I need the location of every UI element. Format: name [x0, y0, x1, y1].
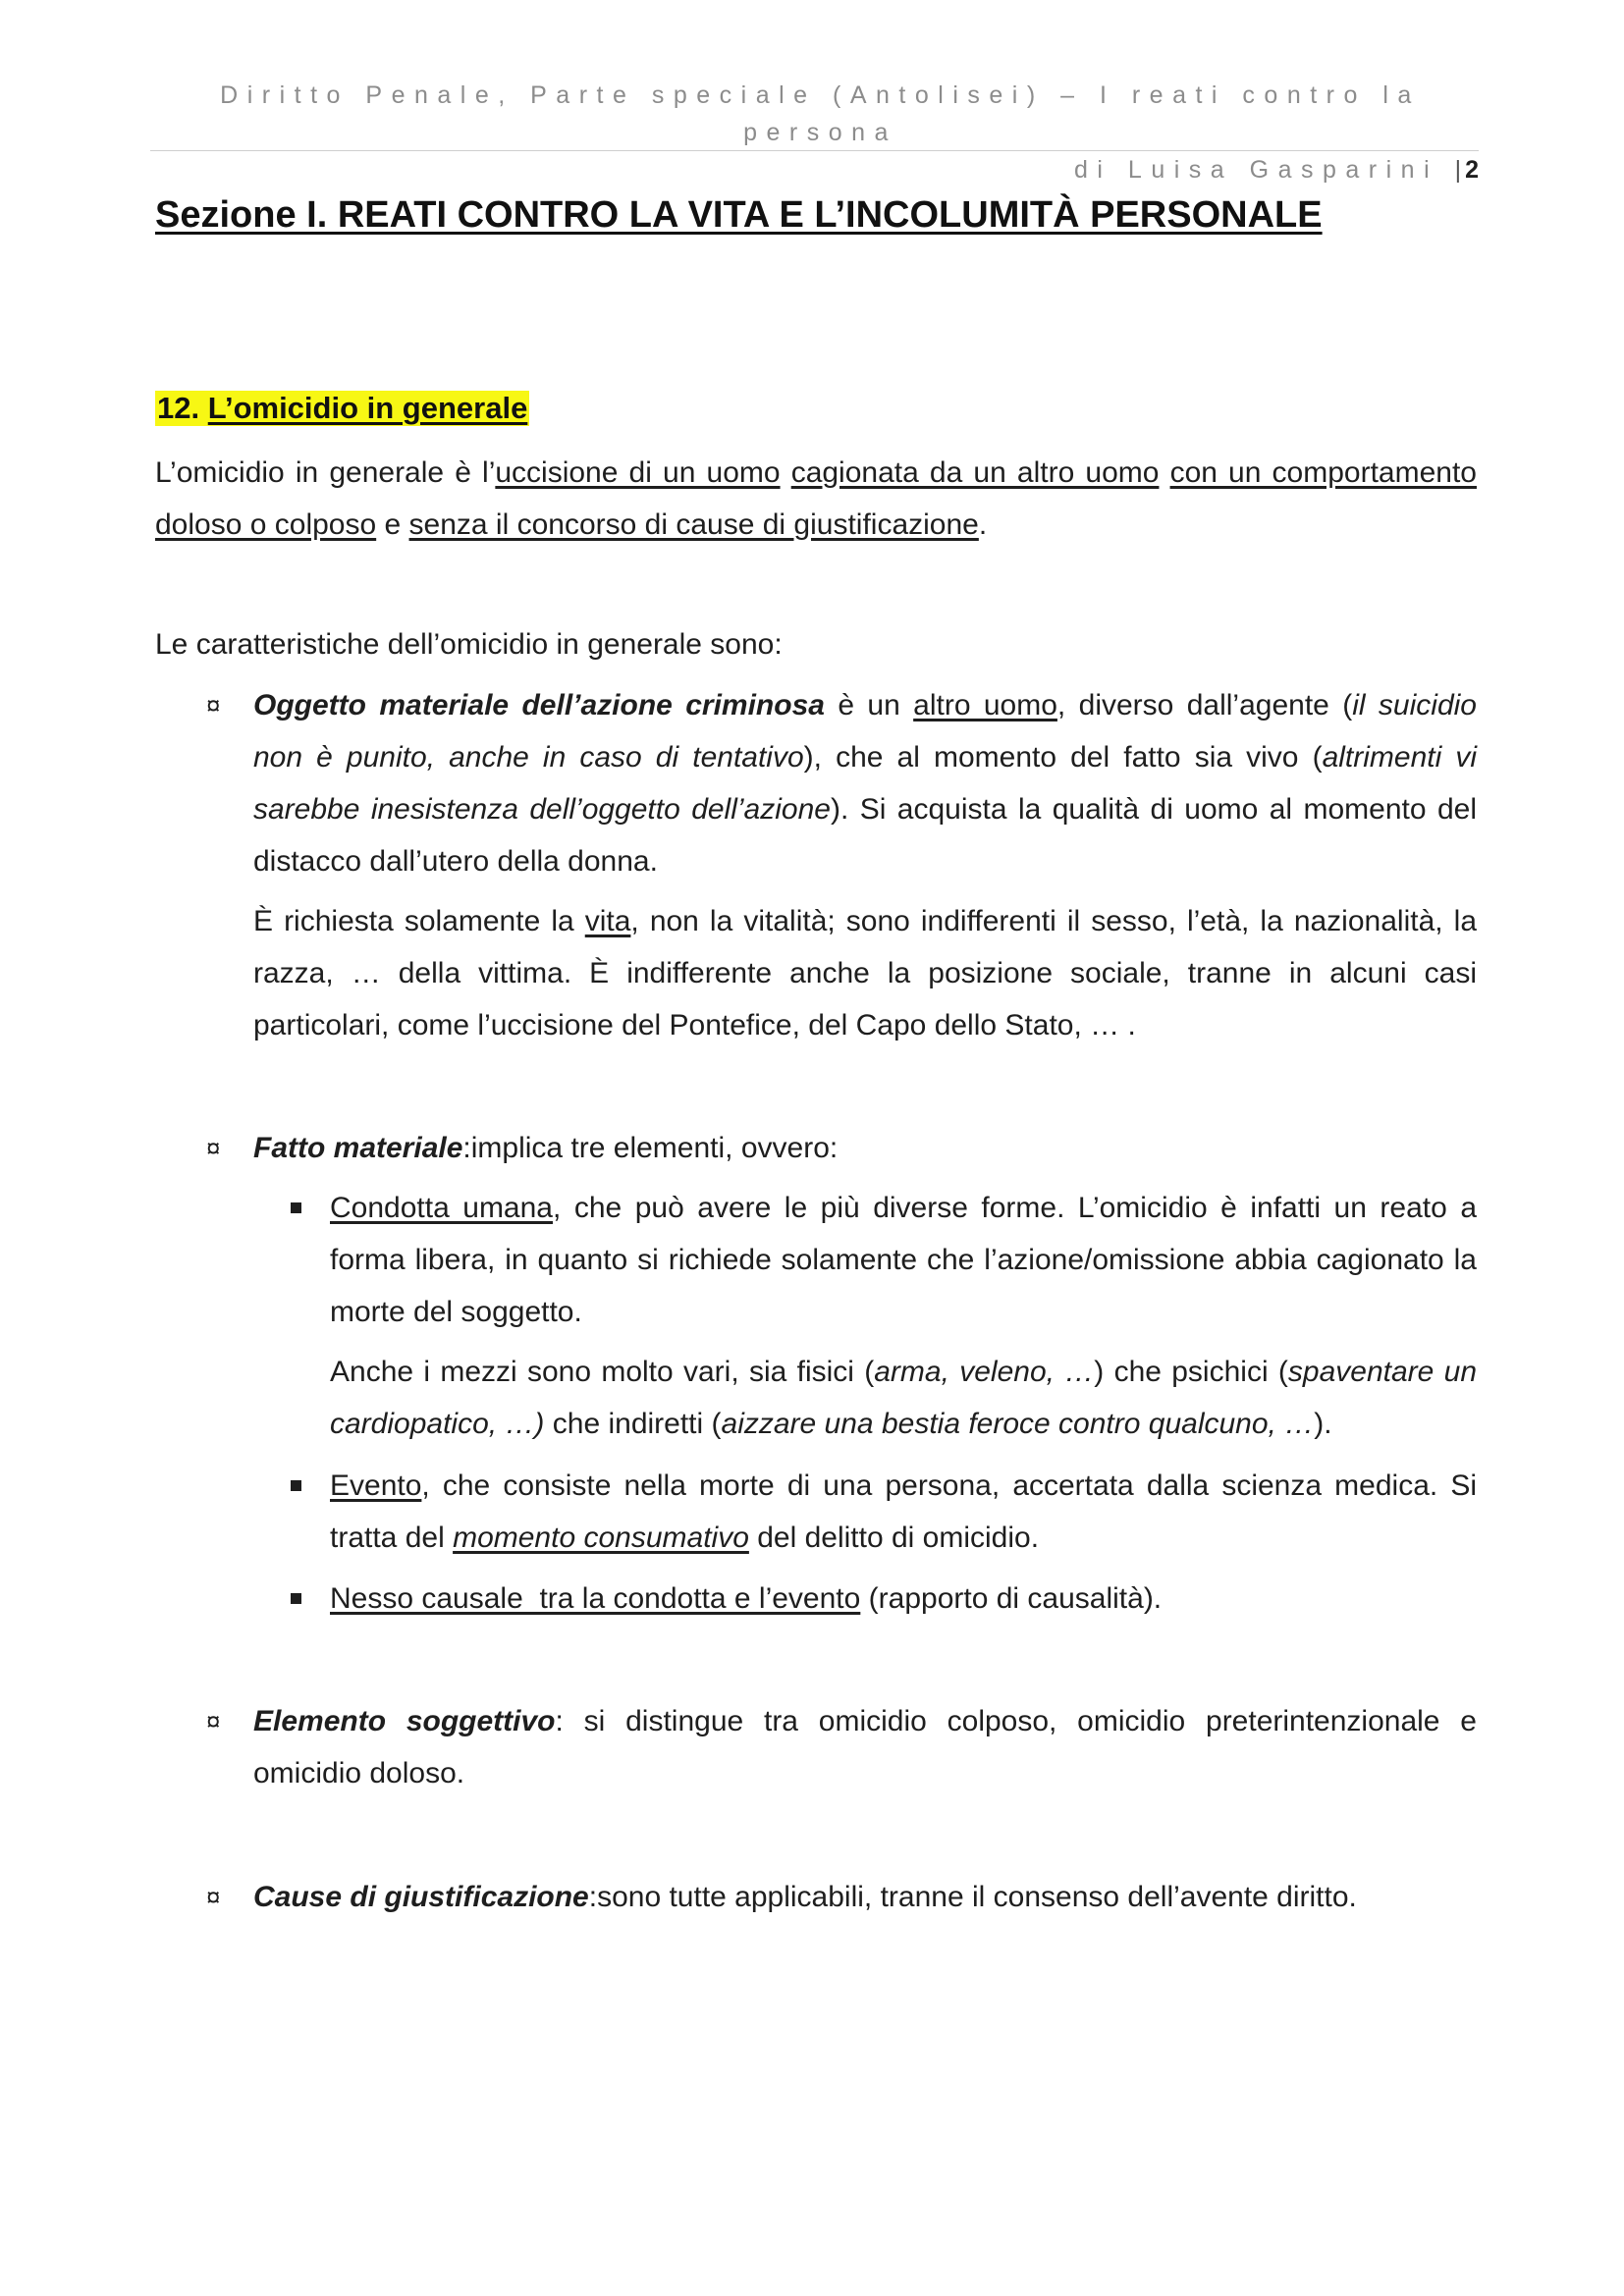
list-item-cause: [206, 1871, 1477, 1923]
underlined-text: con un comportamento doloso o colposo: [155, 456, 1477, 541]
text-run: ).: [1314, 1408, 1332, 1440]
text-run: (rapporto di causalità).: [860, 1582, 1163, 1615]
item-title: Oggetto materiale dell’azione criminosa: [253, 689, 825, 721]
list-item-elemento: [206, 1695, 1477, 1799]
underlined-text: Evento: [330, 1469, 422, 1502]
item-paragraph: [253, 1695, 1477, 1799]
item-paragraph: [253, 1871, 1477, 1923]
underlined-text: altro uomo: [913, 689, 1057, 721]
header-rule: [150, 150, 1479, 151]
sub-item-paragraph: [330, 1573, 1477, 1625]
list-item-oggetto: [206, 679, 1478, 1051]
sub-item-evento: [330, 1460, 1477, 1564]
underlined-text: senza il concorso di cause di giustificazione: [408, 508, 979, 541]
sub-item-paragraph: [330, 1182, 1477, 1338]
italic-text: il suicidio non è punito, anche in caso di tentativo: [253, 689, 1477, 774]
text-run: È richiesta solamente la: [253, 905, 585, 937]
text-run: :sono tutte applicabili, tranne il consenso dell’avente diritto.: [588, 1881, 1357, 1913]
bullet-symbol: ¤: [206, 690, 221, 720]
text-run: [781, 456, 791, 489]
sub-item-condotta: [330, 1182, 1477, 1450]
list-item-fatto: [206, 1122, 1477, 1174]
square-bullet: [291, 1593, 301, 1604]
intro-paragraph: Le caratteristiche dell’omicidio in generale sono:: [155, 628, 783, 661]
item-paragraph: [253, 1122, 1477, 1174]
italic-text: spaventare un cardiopatico, …): [330, 1356, 1478, 1440]
text-run: ). Si acquista la qualità di uomo al momento del distacco dall’utero della donna.: [253, 793, 1477, 878]
sub-item-paragraph: [330, 1346, 1477, 1450]
underlined-text: vita: [584, 905, 631, 937]
sub-item-nesso: [330, 1573, 1477, 1625]
chapter-title: L’omicidio in generale: [207, 391, 528, 425]
italic-text: altrimenti vi sarebbe inesistenza dell’oggetto dell’azione: [253, 741, 1478, 826]
text-run: [1159, 456, 1169, 489]
underlined-text: uccisione di un uomo: [495, 456, 781, 489]
running-header: [152, 77, 1479, 188]
bullet-symbol: ¤: [206, 1882, 221, 1911]
italic-text: aizzare una bestia feroce contro qualcuno, …: [721, 1408, 1315, 1440]
text-run: .: [978, 508, 988, 541]
chapter-number: 12.: [157, 391, 200, 425]
underlined-italic-text: momento consumativo: [453, 1522, 749, 1554]
underlined-text: Nesso causale tra la condotta e l’evento: [330, 1582, 861, 1615]
text-run: : si distingue tra omicidio colposo, omicidio preterintenzionale e omicidio doloso.: [253, 1705, 1477, 1789]
sub-item-paragraph: [330, 1460, 1477, 1564]
text-run: :implica tre elementi, ovvero:: [462, 1132, 839, 1164]
square-bullet: [291, 1202, 301, 1213]
header-author: di Luisa Gasparini: [1074, 156, 1439, 184]
text-run: ) che psichici (: [1094, 1356, 1288, 1388]
header-title: Diritto Penale, Parte speciale (Antolisei) – I reati contro la persona: [220, 81, 1421, 146]
square-bullet: [291, 1480, 301, 1491]
text-run: , diverso dall’agente (: [1056, 689, 1353, 721]
text-run: L’omicidio in generale è l’: [155, 456, 496, 489]
text-run: Anche i mezzi sono molto vari, sia fisici (: [330, 1356, 875, 1388]
item-title: Fatto materiale: [253, 1132, 463, 1164]
text-run: che indiretti (: [544, 1408, 722, 1440]
chapter-heading: [155, 391, 529, 426]
text-run: ), che al momento del fatto sia vivo (: [803, 741, 1323, 774]
item-title: Cause di giustificazione: [253, 1881, 589, 1913]
underlined-text: cagionata da un altro uomo: [790, 456, 1160, 489]
page-number: 2: [1465, 156, 1479, 184]
bullet-symbol: ¤: [206, 1706, 221, 1735]
text-run: , che consiste nella morte di una persona, accertata dalla scienza medica. Si tratta del: [330, 1469, 1477, 1554]
bullet-symbol: ¤: [206, 1133, 221, 1162]
text-run: è un: [824, 689, 914, 721]
item-title: Elemento soggettivo: [253, 1705, 556, 1737]
header-author-line: [152, 151, 1479, 188]
text-run: , che può avere le più diverse forme. L’omicidio è infatti un reato a forma libera, in quanto si richiede solamente che l’azione/omissione abbia cagionato la morte del soggetto.: [330, 1192, 1477, 1328]
definition-paragraph: [155, 447, 1477, 551]
header-separator: |: [1454, 156, 1462, 184]
text-run: del delitto di omicidio.: [748, 1522, 1040, 1554]
text-run: e: [376, 508, 409, 541]
section-title: Sezione I. REATI CONTRO LA VITA E L’INCOLUMITÀ PERSONALE: [155, 194, 1323, 236]
item-paragraph: [253, 679, 1477, 887]
italic-text: arma, veleno, …: [874, 1356, 1095, 1388]
text-run: , non la vitalità; sono indifferenti il sesso, l’età, la nazionalità, la razza, … della vittima. È indifferente anche la posizione sociale, tranne in alcuni casi particolari, come l’uccisione del Pontefice, del Capo dello Stato, … .: [253, 905, 1478, 1041]
underlined-text: Condotta umana: [330, 1192, 553, 1224]
item-paragraph: [253, 895, 1477, 1051]
